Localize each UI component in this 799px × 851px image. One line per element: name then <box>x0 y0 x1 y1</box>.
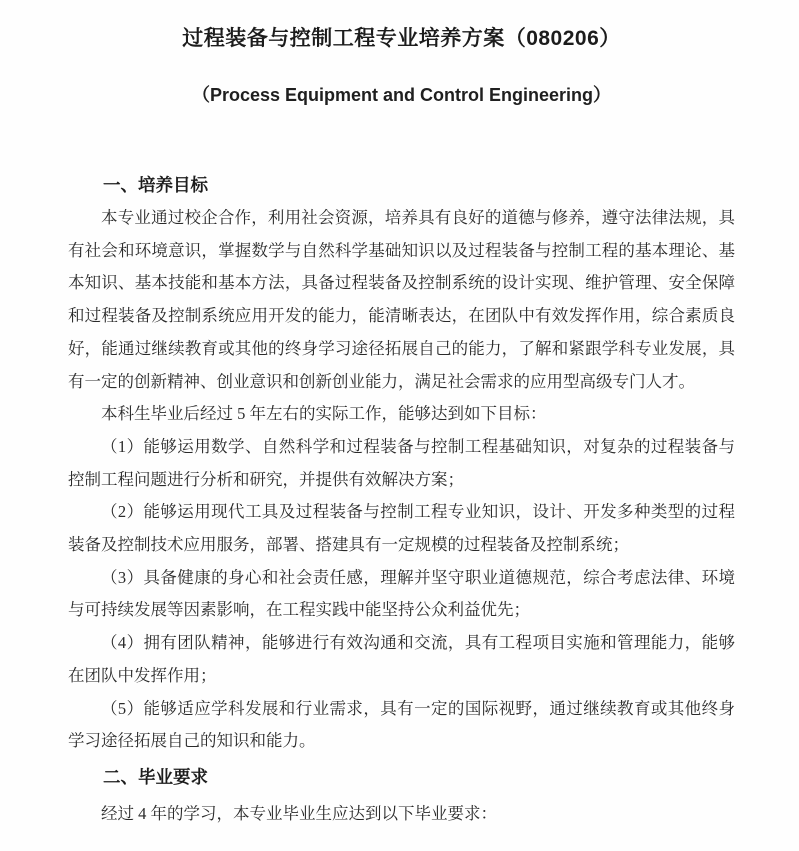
document-subtitle-english: （Process Equipment and Control Engineering） <box>191 85 612 105</box>
section-body <box>68 798 735 831</box>
paragraph-goal-1: （1）能够运用数学、自然科学和过程装备与控制工程基础知识，对复杂的过程装备与控制工程问题进行分析和研究，并提供有效解决方案； <box>68 436 735 489</box>
section-training-objectives <box>68 168 735 758</box>
section-graduation-requirements <box>68 760 735 831</box>
paragraph-five-year-goals-lead: 本科生毕业后经过 5 年左右的实际工作，能够达到如下目标： <box>101 404 547 424</box>
section-body <box>68 202 735 758</box>
paragraph-requirements-lead: 经过 4 年的学习，本专业毕业生应达到以下毕业要求： <box>101 803 497 823</box>
paragraph-goal-4: （4）拥有团队精神，能够进行有效沟通和交流，具有工程项目实施和管理能力，能够在团队中发挥作用； <box>68 633 735 685</box>
paragraph-objectives-intro: 本专业通过校企合作，利用社会资源，培养具有良好的道德与修养，遵守法律法规，具有社会和环境意识，掌握数学与自然科学基础知识以及过程装备与控制工程的基本理论、基本知识、基本技能和基本方法，具备过程装备及控制系统的设计实现、维护管理、安全保障和过程装备及控制系统应用开发的能力，能清晰表达，在团队中有效发挥作用，综合素质良好，能通过继续教育或其他的终身学习途径拓展自己的能力，了解和紧跟学科专业发展，具有一定的创新精神、创业意识和创新创业能力，满足社会需求的应用型高级专门人才。 <box>68 208 735 391</box>
section-heading-training-objectives: 一、培养目标 <box>103 175 208 195</box>
paragraph-goal-3: （3）具备健康的身心和社会责任感，理解并坚守职业道德规范，综合考虑法律、环境与可持续发展等因素影响，在工程实践中能坚持公众利益优先； <box>68 567 735 620</box>
document-title: 过程装备与控制工程专业培养方案（080206） <box>182 27 621 50</box>
paragraph-goal-2: （2）能够运用现代工具及过程装备与控制工程专业知识，设计、开发多种类型的过程装备及控制技术应用服务，部署、搭建具有一定规模的过程装备及控制系统； <box>68 502 735 555</box>
paragraph-goal-5: （5）能够适应学科发展和行业需求，具有一定的国际视野，通过继续教育或其他终身学习途径拓展自己的知识和能力。 <box>68 698 735 751</box>
section-heading-graduation-requirements: 二、毕业要求 <box>103 766 208 787</box>
